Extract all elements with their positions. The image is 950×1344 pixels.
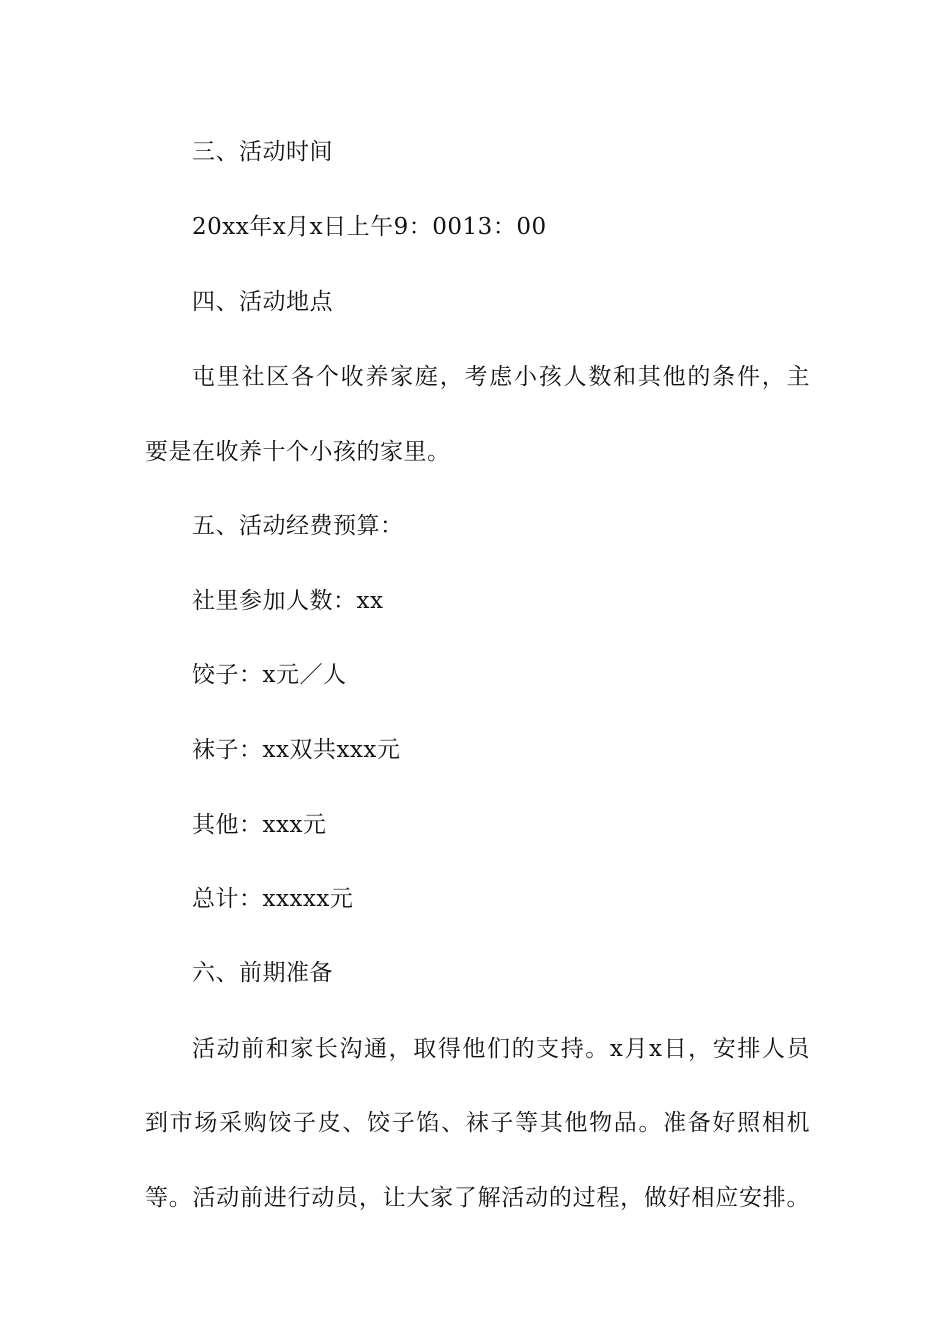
preparation-paragraph-line: 到市场采购饺子皮、饺子馅、袜子等其他物品。准备好照相机 xyxy=(145,1110,810,1136)
budget-participants: 社里参加人数：xx xyxy=(192,588,384,614)
preparation-paragraph-line: 活动前和家长沟通，取得他们的支持。x月x日，安排人员 xyxy=(192,1036,810,1062)
place-paragraph-line: 要是在收养十个小孩的家里。 xyxy=(145,439,451,465)
budget-dumplings: 饺子：x元／人 xyxy=(192,662,347,688)
budget-socks: 袜子：xx双共xxx元 xyxy=(192,737,401,763)
section-heading-budget: 五、活动经费预算： xyxy=(192,513,404,539)
section-heading-place: 四、活动地点 xyxy=(192,289,333,315)
budget-total: 总计：xxxxx元 xyxy=(192,886,354,912)
section-heading-time: 三、活动时间 xyxy=(192,139,333,165)
place-paragraph-line: 屯里社区各个收养家庭，考虑小孩人数和其他的条件，主 xyxy=(192,364,810,390)
preparation-paragraph-line: 等。活动前进行动员，让大家了解活动的过程，做好相应安排。 xyxy=(145,1185,810,1211)
section-heading-preparation: 六、前期准备 xyxy=(192,960,333,986)
activity-time-text: 20xx年x月x日上午9：0013：00 xyxy=(192,214,547,240)
budget-other: 其他：xxx元 xyxy=(192,812,327,838)
